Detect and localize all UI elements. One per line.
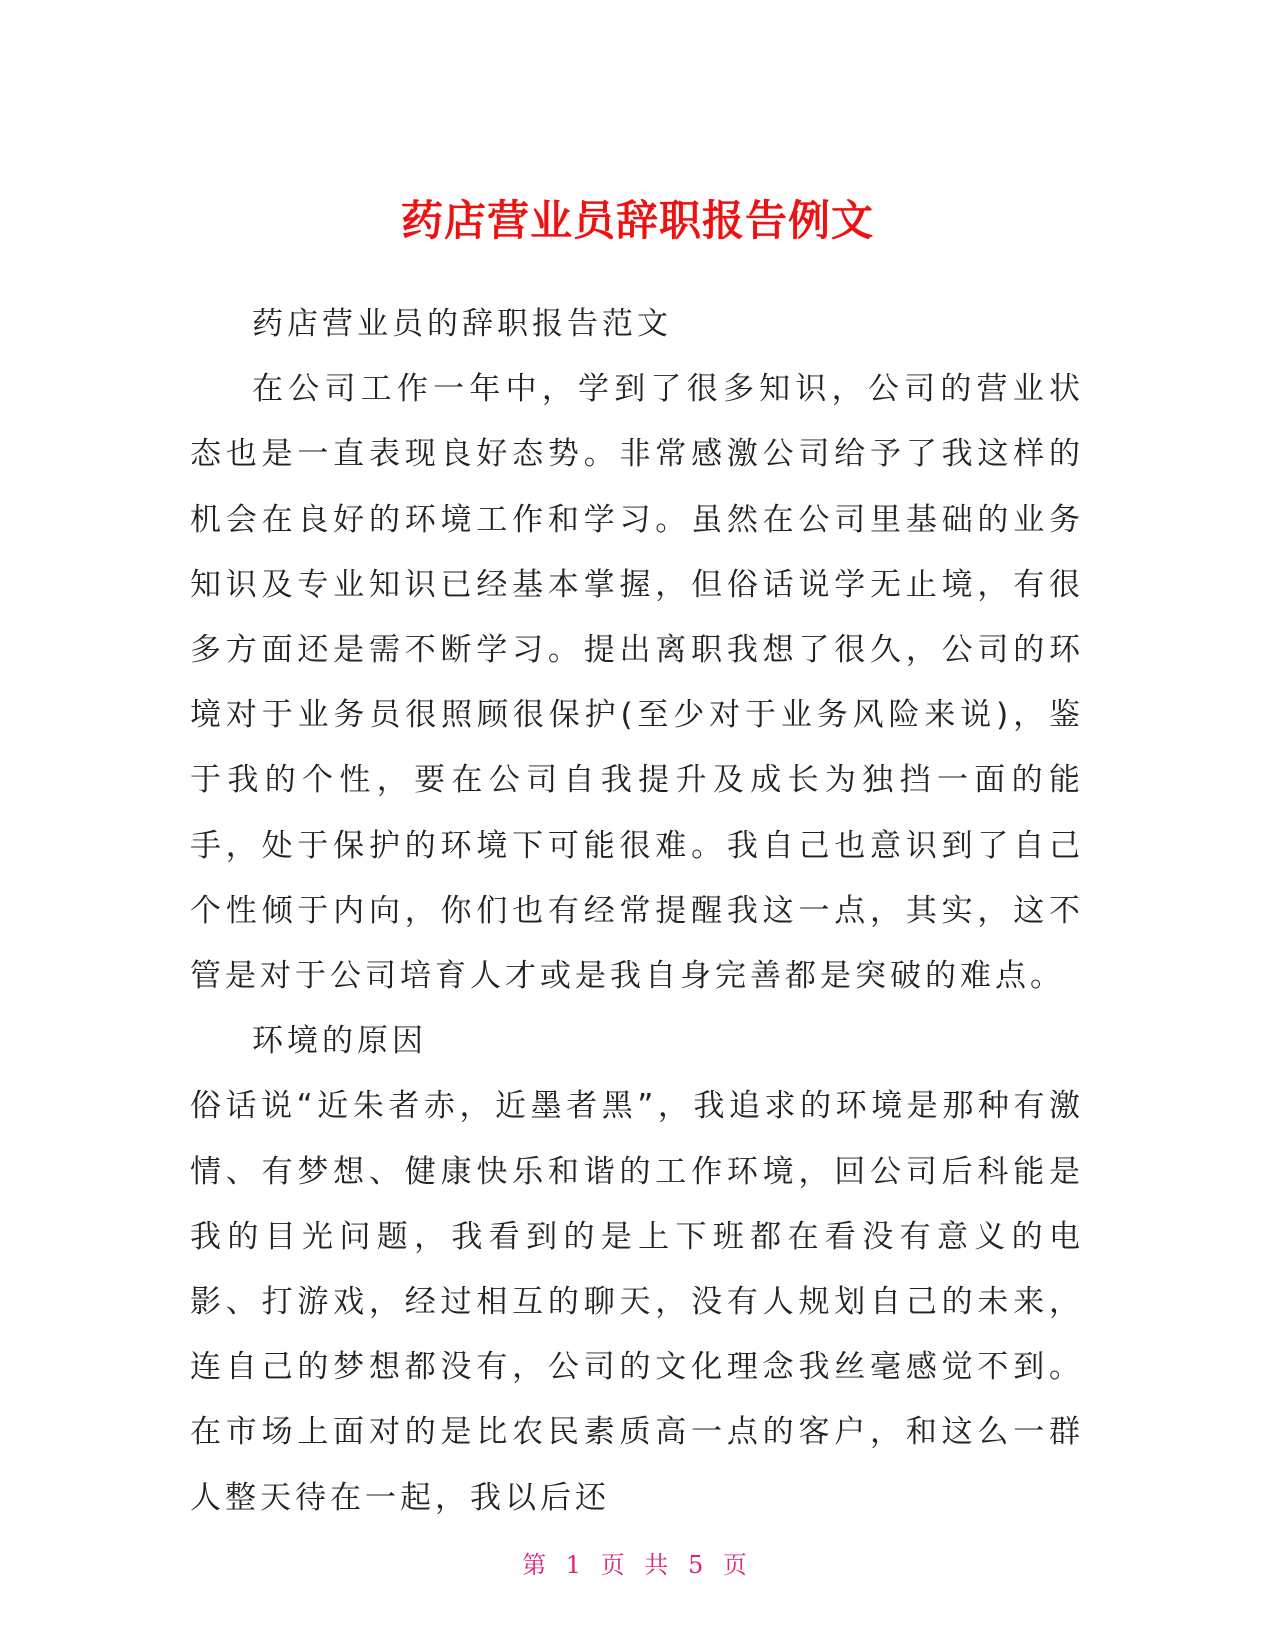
document-title: 药店营业员辞职报告例文 [400,196,874,246]
body-paragraph-2: 俗话说“近朱者赤，近墨者黑”，我追求的环境是那种有激情、有梦想、健康快乐和谐的工作环境，回公司后科能是我的目光问题，我看到的是上下班都在看没有意义的电影、打游戏，经过相互的聊天，没有人规划自己的未来，连自己的梦想都没有，公司的文化理念我丝毫感觉不到。在市场上面对的是比农民素质高一点的客户，和这么一群人整天待在一起，我以后还 [190,1088,1084,1516]
subtitle-paragraph: 药店营业员的辞职报告范文 [252,306,672,342]
document-body [190,292,1084,1531]
body-paragraph-1: 在公司工作一年中，学到了很多知识，公司的营业状态也是一直表现良好态势。非常感激公司给予了我这样的机会在良好的环境工作和学习。虽然在公司里基础的业务知识及专业知识已经基本掌握，但俗话说学无止境，有很多方面还是需不断学习。提出离职我想了很久，公司的环境对于业务员很照顾很保护(至少对于业务风险来说)，鉴于我的个性，要在公司自我提升及成长为独挡一面的能手，处于保护的环境下可能很难。我自己也意识到了自己个性倾于内向，你们也有经常提醒我这一点，其实，这不管是对于公司培育人才或是我自身完善都是突破的难点。 [190,371,1084,995]
section-heading: 环境的原因 [252,1023,427,1060]
page-number-footer: 第 1 页 共 5 页 [522,1551,753,1579]
